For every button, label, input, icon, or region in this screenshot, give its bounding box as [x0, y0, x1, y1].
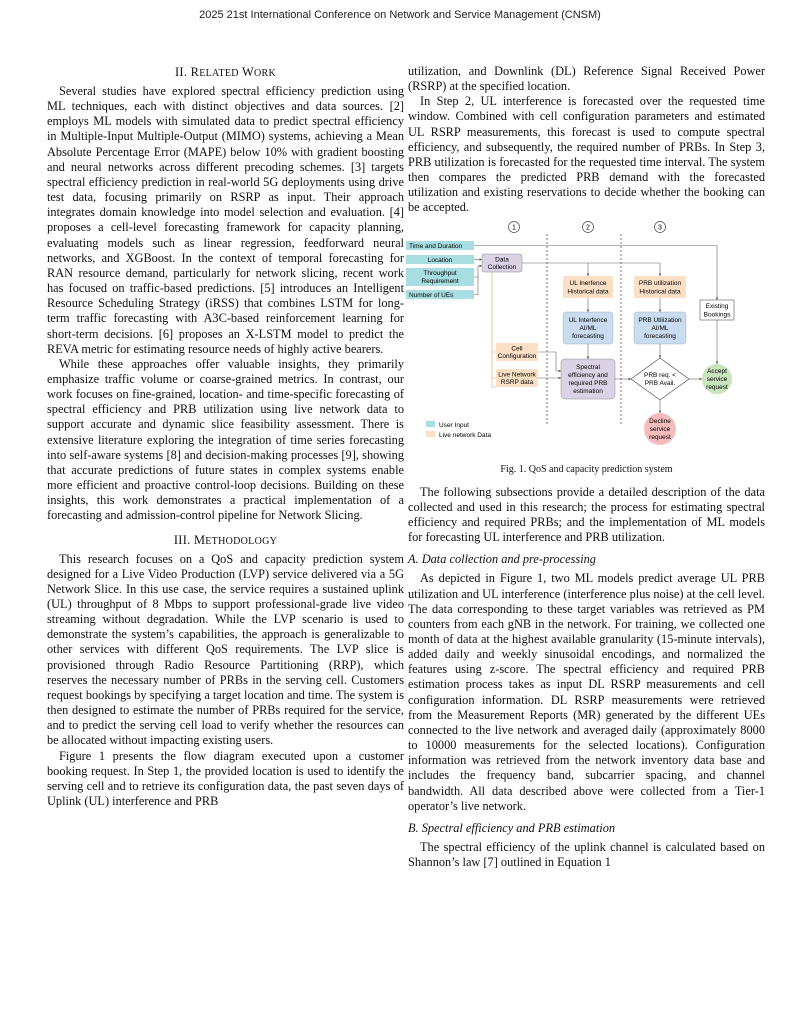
svg-text:Historical data: Historical data — [567, 288, 609, 296]
legend-live-data — [426, 431, 491, 439]
ul-interference-forecast-box — [563, 312, 613, 344]
svg-text:request: request — [706, 383, 728, 391]
paragraph: While these approaches offer valuable insights, they primarily emphasize traffic volume or coarse-grained metrics. In contrast, our work focuses on fine-grained, location- and time-specific forecasting of spectral efficiency and PRB utilization using live network data to support accurate and dynamic slice feasibility assessment. There is extensive literature exploring the integration of time series forecasting into self-aware systems [8] and decision-making processes [9], showing that accurate predictions of future states in complex systems enable more efficient and proactive control-loop decisions. Building on these insights, this work demonstrates a practical implementation of a forecasting and admission-control pipeline for Network Slicing. — [47, 356, 404, 523]
decline-service-node — [644, 413, 676, 445]
live-rsrp-box — [496, 369, 538, 387]
svg-text:Live Network: Live Network — [498, 371, 536, 379]
paragraph: The following subsections provide a detailed description of the data collected and used in this research; the process for estimating spectral efficiency and required PRBs; and the implementation of ML models for forecasting UL interference and PRB utilization. — [408, 484, 765, 545]
input-location — [406, 255, 474, 264]
svg-text:Location: Location — [427, 256, 453, 264]
svg-text:PRB req. <: PRB req. < — [644, 371, 676, 379]
figure-caption: Fig. 1. QoS and capacity prediction system — [500, 463, 673, 475]
svg-text:Live network Data: Live network Data — [439, 431, 492, 439]
spectral-efficiency-box — [561, 359, 615, 399]
paragraph: In Step 2, UL interference is forecasted over the requested time window. Combined with cell configuration parameters and estimated UL RSRP measurements, this forecast is used to compute spectral efficiency, and subsequently, the required number of PRBs. In Step 3, PRB utilization is forecasted for the requested time interval. The system then compares the predicted PRB demand with the forecasted utilization and existing reservations to decide whether the booking can be accepted. — [408, 94, 765, 215]
ul-interference-historical-box — [563, 276, 613, 298]
svg-text:Cell: Cell — [511, 345, 523, 353]
svg-text:UL Interfence: UL Interfence — [568, 316, 608, 324]
svg-text:AI/ML: AI/ML — [651, 324, 669, 332]
paragraph: This research focuses on a QoS and capacity prediction system designed for a Live Video Production (LVP) service delivered via a 5G Network Slice. In this use case, the service requires a sustained uplink (UL) throughput of 8 Mbps to support professional-grade live video streaming without degradation. While the LVP scenario is used to demonstrate the system’s capabilities, the approach is generalizable to other services with different QoS requirements. The LVP slice is provisioned through Radio Resource Partitioning (RRP), which reserves the necessary number of PRBs in the serving cell. Customers request bookings by specifying a target location and time. The system is then designed to estimate the number of PRBs required for the service, and to predict the serving cell load to verify whether the resources can be allocated without impacting existing users. — [47, 551, 404, 748]
input-throughput — [406, 268, 474, 286]
input-time-duration — [406, 241, 474, 250]
svg-text:PRB utilization: PRB utilization — [638, 279, 682, 287]
svg-text:service: service — [706, 375, 728, 383]
svg-text:Time and Duration: Time and Duration — [409, 242, 463, 250]
cell-configuration-box — [496, 343, 538, 361]
svg-text:Historical data: Historical data — [639, 288, 681, 296]
svg-text:Accept: Accept — [707, 367, 727, 375]
step-marker-1 — [509, 221, 520, 232]
left-column — [47, 64, 404, 809]
svg-text:2: 2 — [586, 224, 590, 232]
svg-text:Collection: Collection — [487, 263, 517, 271]
paragraph: As depicted in Figure 1, two ML models predict average UL PRB utilization and UL interference (interference plus noise) at the cell level. The data corresponding to these target variables was retrieved as PM counters from each gNB in the network. For training, we collected one month of data at the highest available granularity (15-minute intervals), added daily and weekly sinusoidal encodings, and normalized the features using z-score. The spectral efficiency and required PRB estimation process takes as input DL RSRP measurements and cell configuration information. DL RSRP measurements were retrieved from the Measurement Reports (MR) generated by the different UEs connected to the live network and averaged daily (approximately 8000 to 10000 measurements for the selected locations). Configuration information was retrieved from the network inventory data base and includes the frequency band, subcarrier spacing, and channel bandwidth. All data described above were collected from a Tier-1 operator’s live network. — [408, 571, 765, 813]
existing-bookings-box — [700, 300, 734, 320]
svg-text:Existing: Existing — [705, 302, 729, 310]
conference-header: 2025 21st International Conference on Network and Service Management (CNSM) — [199, 9, 601, 21]
svg-text:estimation: estimation — [573, 387, 603, 395]
svg-text:Decline: Decline — [649, 417, 671, 425]
svg-text:RSRP data: RSRP data — [500, 378, 534, 386]
section-title-related-work: II. RELATED WORK — [174, 65, 276, 79]
paragraph: Figure 1 presents the flow diagram executed upon a customer booking request. In Step 1, the provided location is used to identify the serving cell and to retrieve its configuration data, the past seven days of Uplink (UL) interference and PRB — [47, 748, 404, 809]
decision-diamond — [631, 358, 689, 400]
flow-diagram-figure — [406, 216, 766, 456]
data-collection-box — [482, 254, 522, 272]
svg-text:AI/ML: AI/ML — [579, 324, 597, 332]
svg-text:PRB Avail.: PRB Avail. — [644, 379, 676, 387]
svg-text:User Input: User Input — [439, 421, 469, 429]
live-data-connectors — [492, 272, 496, 387]
svg-text:1: 1 — [512, 224, 516, 232]
svg-text:Spectral: Spectral — [576, 363, 600, 371]
svg-text:Requirement: Requirement — [421, 277, 459, 285]
svg-text:Configuration: Configuration — [497, 352, 537, 360]
prb-utilization-historical-box — [634, 276, 686, 298]
svg-text:request: request — [649, 433, 671, 441]
step-marker-3 — [655, 221, 666, 232]
svg-text:required PRB: required PRB — [568, 379, 608, 387]
subsection-title-a: A. Data collection and pre-processing — [408, 552, 596, 567]
svg-text:efficiency and: efficiency and — [568, 371, 608, 379]
prb-utilization-forecast-box — [634, 312, 686, 344]
paragraph: The spectral efficiency of the uplink channel is calculated based on Shannon’s law [7] outlined in Equation 1 — [408, 839, 765, 869]
svg-text:forecasting: forecasting — [644, 332, 676, 340]
subsection-title-b: B. Spectral efficiency and PRB estimation — [408, 820, 616, 835]
svg-text:Number of UEs: Number of UEs — [409, 291, 454, 299]
paragraph: utilization, and Downlink (DL) Reference Signal Received Power (RSRP) at the specified location. — [408, 64, 765, 94]
svg-text:3: 3 — [658, 224, 662, 232]
paragraph: Several studies have explored spectral efficiency prediction using ML techniques, each with distinct objectives and data sources. [2] employs ML models with simulated data to predict spectral efficiency in Multiple-Input Multiple-Output (MIMO) systems, achieving a Mean Absolute Percentage Error (MAPE) below 10% with gradient boosting and neural networks across different precoding schemes. [3] targets spectral efficiency prediction in real-world 5G deployments using drive test data, focusing primarily on RSRP as input. Their approach integrates domain knowledge into model selection and evaluation. [4] proposes a cell-level forecasting framework for capacity planning, evaluating models such as linear regression, feedforward neural networks, and XGBoost. In the context of temporal forecasting for RAN resource demand, particularly for network slicing, recent work has focused on traffic-based predictions. [5] introduces an Intelligent Resource Scheduling Strategy (iRSS) that combines LSTM for long-term traffic forecasting with A3C-based reinforcement learning for short-term decisions. [6] proposes an X-LSTM model to predict the REVA metric for estimating resource needs of highly active bearers. — [47, 84, 404, 356]
svg-text:PRB Utilization: PRB Utilization — [638, 316, 682, 324]
section-title-methodology: III. METHODOLOGY — [173, 532, 278, 547]
svg-text:Data: Data — [495, 256, 509, 264]
svg-text:Bookings: Bookings — [703, 311, 731, 319]
svg-text:service: service — [649, 425, 671, 433]
svg-text:Throughput: Throughput — [423, 269, 457, 277]
input-number-ues — [406, 290, 474, 299]
step-marker-2 — [583, 221, 594, 232]
right-column — [408, 64, 765, 870]
legend-user-input — [426, 421, 469, 429]
svg-text:forecasting: forecasting — [572, 332, 604, 340]
svg-text:UL Inerfence: UL Inerfence — [569, 279, 607, 287]
accept-service-node — [702, 364, 732, 394]
